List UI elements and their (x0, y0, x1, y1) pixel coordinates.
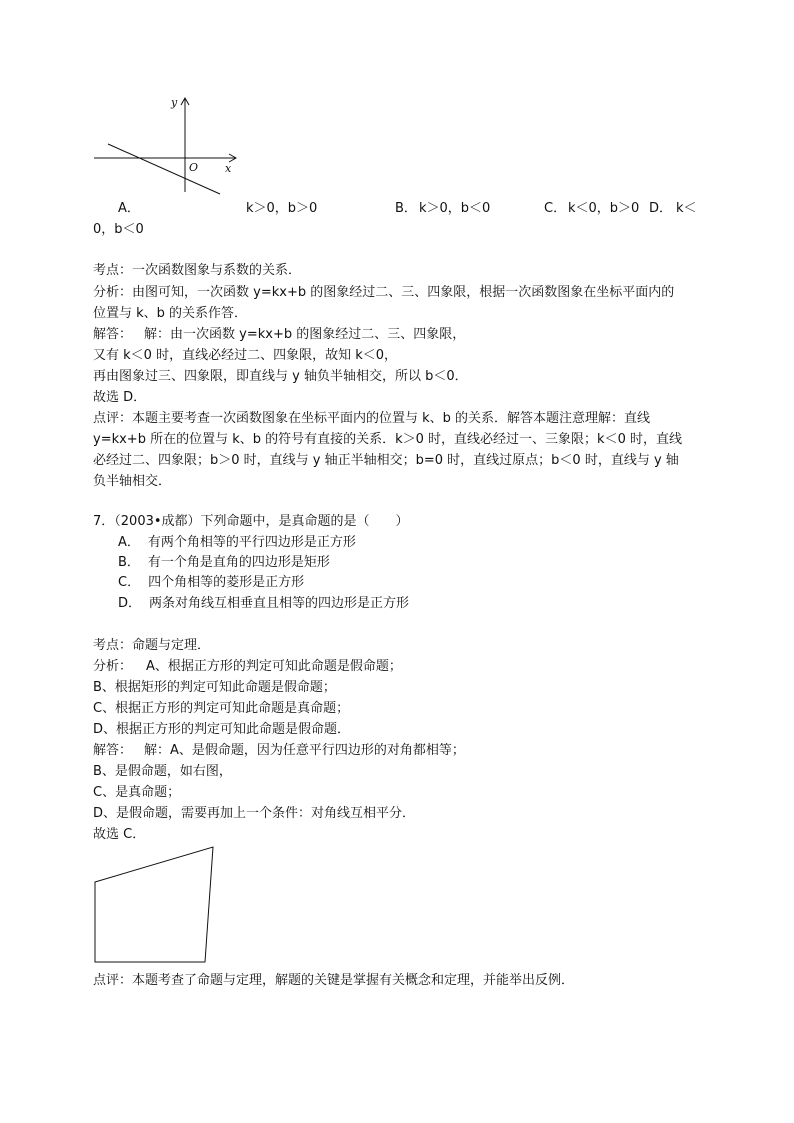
question-stem: （2003•成都）下列命题中，是真命题的是（ ） (114, 514, 409, 529)
choice-text: 两条对角线互相垂直且相等的四边形是正方形 (149, 596, 410, 611)
function-line (108, 144, 220, 194)
q7-choice-a (118, 533, 356, 553)
origin-label: O (189, 161, 199, 174)
linear-function-graph (90, 92, 250, 202)
choice-text: 有一个角是直角的四边形是矩形 (147, 555, 330, 570)
dianping-line: 必经过二、四象限；b＞0 时，直线与 y 轴正半轴相交；b=0 时，直线过原点；b＜0 时，直线与 y 轴 (93, 453, 679, 468)
choice-b-text: k＞0，b＜0 (419, 201, 491, 216)
fenxi-label: 分析： (93, 285, 133, 300)
kaodian-label: 考点： (93, 638, 133, 653)
dianping-line: 本题主要考查一次函数图象在坐标平面内的位置与 k、b 的关系．解答本题注意理解：直线 (132, 411, 651, 426)
jieda-line: 解：由一次函数 y=kx+b 的图象经过二、三、四象限， (144, 327, 466, 342)
q7-stem (93, 512, 409, 532)
kaodian-text: 命题与定理． (132, 638, 211, 653)
fenxi-line: A、根据正方形的判定可知此命题是假命题； (146, 659, 402, 674)
q7-dianping (93, 971, 574, 991)
dianping-label: 点评： (93, 973, 133, 988)
q7-jieda (93, 741, 465, 761)
jieda-line: B、是假命题，如右图， (93, 764, 232, 779)
choice-d-letter: D． (649, 201, 673, 216)
dianping-line: 负半轴相交． (93, 474, 172, 489)
jieda-label: 解答： (93, 743, 133, 758)
jieda-line: 故选 C． (93, 827, 146, 842)
dianping-text: 本题考查了命题与定理，解题的关键是掌握有关概念和定理，并能举出反例． (132, 973, 575, 988)
fenxi-line: 由图可知，一次函数 y=kx+b 的图象经过二、三、四象限，根据一次函数图象在坐标平面内的 (132, 285, 675, 300)
fenxi-line: 位置与 k、b 的关系作答． (93, 306, 248, 321)
q6-dianping (93, 409, 650, 429)
q6-jieda (93, 325, 465, 345)
fenxi-label: 分析： (93, 659, 133, 674)
q7-kaodian (93, 636, 210, 656)
kaodian-label: 考点： (93, 263, 133, 278)
choice-text: 四个角相等的菱形是正方形 (148, 575, 305, 590)
choice-letter: C． (118, 575, 141, 590)
jieda-line: 又有 k＜0 时，直线必经过二、四象限，故知 k＜0， (93, 348, 397, 363)
choice-letter: D． (118, 596, 142, 611)
question-number: 7． (93, 514, 115, 529)
fenxi-line: B、根据矩形的判定可知此命题是假命题； (93, 680, 336, 695)
jieda-line: 解：A、是假命题，因为任意平行四边形的对角都相等； (144, 743, 465, 758)
jieda-label: 解答： (93, 327, 133, 342)
q6-kaodian (93, 261, 301, 281)
dianping-label: 点评： (93, 411, 133, 426)
fenxi-line: C、根据正方形的判定可知此命题是真命题； (93, 701, 350, 716)
choice-letter: B． (118, 555, 140, 570)
fenxi-line: D、根据正方形的判定可知此命题是假命题． (93, 722, 351, 737)
choice-d-text-wrap: 0，b＜0 (93, 222, 144, 237)
choice-b-letter: B． (395, 201, 417, 216)
x-axis-label: x (225, 162, 232, 175)
jieda-line: C、是真命题； (93, 785, 181, 800)
jieda-line: D、是假命题，需要再加上一个条件：对角线互相平分． (93, 806, 416, 821)
jieda-line: 故选 D． (93, 390, 147, 405)
y-axis-label: y (171, 96, 178, 109)
q7-fenxi (93, 657, 402, 677)
choice-c-text: k＜0，b＞0 (568, 201, 640, 216)
dianping-line: y=kx+b 所在的位置与 k、b 的符号有直接的关系．k＞0 时，直线必经过一、三象限；k＜0 时，直线 (93, 432, 682, 447)
choice-d-text: k＜ (676, 201, 697, 216)
jieda-line: 再由图象过三、四象限，即直线与 y 轴负半轴相交，所以 b＜0． (93, 369, 468, 384)
q7-choice-c (118, 573, 304, 593)
choice-letter: A． (118, 535, 140, 550)
quadrilateral-figure (90, 842, 220, 968)
q7-choice-d (118, 594, 409, 614)
choice-a-text: k＞0，b＞0 (246, 201, 318, 216)
kaodian-text: 一次函数图象与系数的关系． (132, 263, 302, 278)
quadrilateral-shape (95, 847, 213, 962)
q7-choice-b (118, 553, 330, 573)
choice-text: 有两个角相等的平行四边形是正方形 (147, 535, 356, 550)
choice-a-letter: A． (118, 201, 140, 216)
choice-c-letter: C． (544, 201, 567, 216)
q6-fenxi (93, 283, 674, 303)
